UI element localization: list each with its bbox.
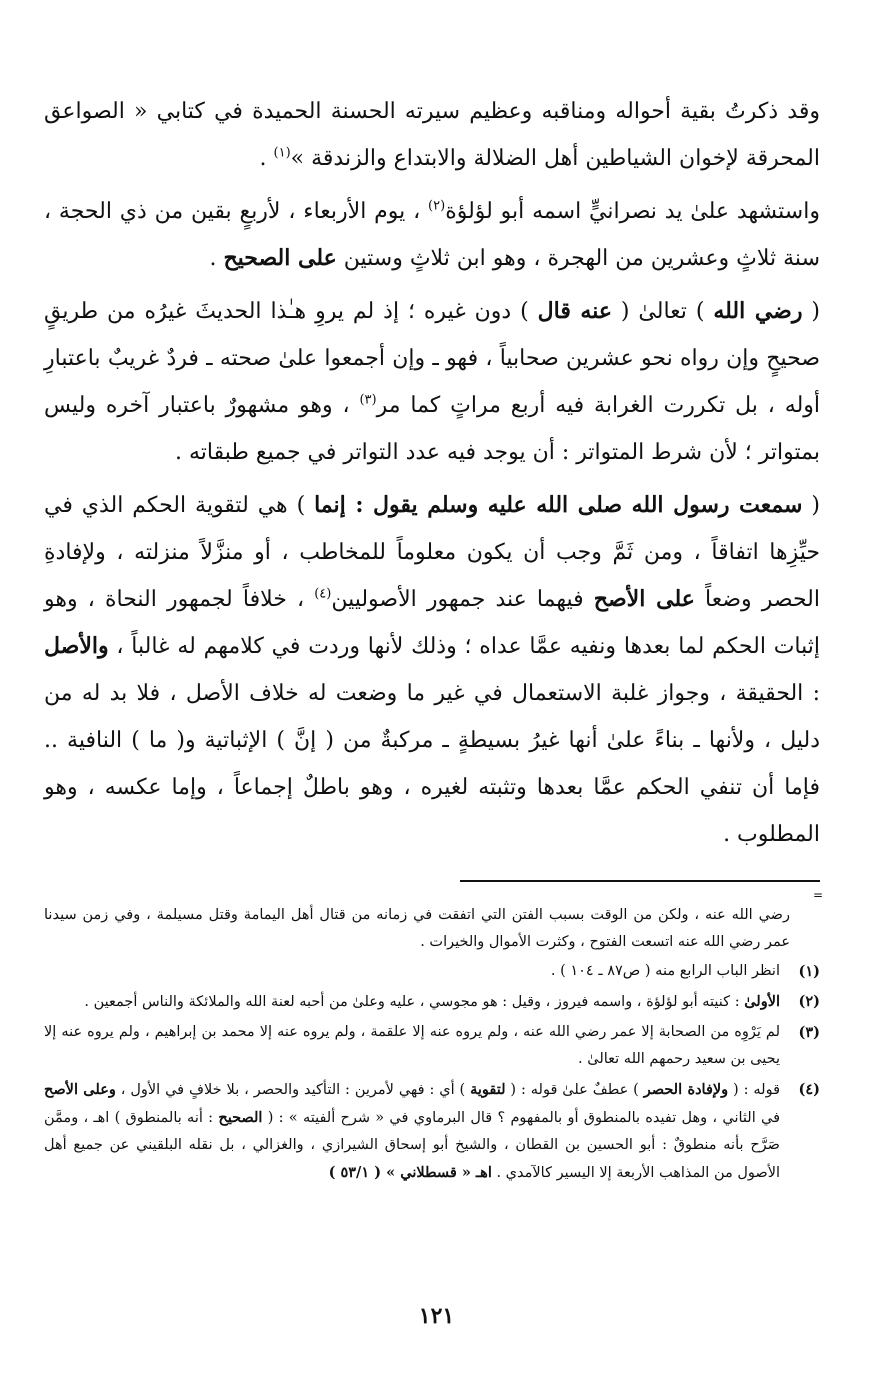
footnote-4-text-2: ) عطفٌ علىٰ قوله : ( — [505, 1082, 644, 1098]
paragraph-4-bold-1: سمعت رسول الله صلى الله عليه وسلم يقول : إنما — [314, 492, 803, 518]
footnote-4-text-1: قوله : ( — [728, 1082, 781, 1098]
footnote-2 — [44, 988, 820, 1016]
paragraph-4-text-a: ) هي لتقوية الحكم الذي في حيِّزِها اتفاقاً ، ومن ثَمَّ وجب أن يكون معلوماً للمخاطب ، أو منزَّلاً منزلته ، ولإفادةِ الحصر وضعاً — [44, 493, 820, 612]
footnote-1 — [44, 958, 820, 985]
footnote-2-number: (٢) — [798, 993, 820, 1010]
footnote-2-body — [44, 988, 780, 1016]
footnote-continuation-mark: = — [812, 888, 823, 902]
footnote-4-text-4: في الثاني ، وهل تفيده بالمنطوق أو بالمفهوم ؟ قال البرماوي في « شرح ألفيته » : ( — [262, 1110, 781, 1126]
paragraph-2-text-a: واستشهد علىٰ يد نصرانيٍّ اسمه أبو لؤلؤة — [445, 199, 820, 224]
footnotes — [44, 902, 820, 1190]
footnote-4-bold-4: الصحيح — [218, 1109, 263, 1126]
footnote-4-bold-1: ولإفادة الحصر — [643, 1081, 729, 1098]
page-number: ١٢١ — [418, 1303, 455, 1329]
paragraph-2-text-b: ، يوم الأربعاء ، لأربعٍ بقين من ذي الحجة ، سنة ثلاثٍ وعشرين من الهجرة ، وهو ابن ثلاثٍ وستين — [44, 199, 820, 271]
paragraph-4 — [44, 482, 820, 858]
footnote-ref-1[interactable]: (١) — [273, 145, 291, 161]
footnote-ref-2[interactable]: (٢) — [428, 198, 446, 214]
footnote-3-text: لم يَرْوِه من الصحابة إلا عمر رضي الله عنه ، ولم يروه عنه إلا علقمة ، ولم يروه عنه إلا محمد بن إبراهيم ، ولم يروه عنه إلا يحيى بن سعيد رحمهم الله تعالىٰ . — [44, 1024, 780, 1067]
footnote-divider — [460, 880, 820, 882]
footnote-4-text-6: ( ٥٣/١ ) — [328, 1164, 387, 1181]
paragraph-1-text: وقد ذكرتُ بقية أحواله ومناقبه وعظيم سيرته الحسنة الحميدة في كتابي « الصواعق المحرقة لإخوان الشياطين أهل الضلالة والابتداع والزندقة » — [44, 99, 820, 171]
paragraph-2 — [44, 188, 820, 282]
paragraph-3-open: ( — [802, 299, 820, 324]
main-text — [44, 88, 820, 864]
paragraph-4-text-d: : الحقيقة ، وجواز غلبة الاستعمال في غير ما وضعت له خلاف الأصل ، فلا بد له من دليل ، ولأنها ـ بناءً علىٰ أنها غيرُ بسيطةٍ ـ مركبةٌ من ( إنَّ ) الإثباتية و( ما ) النافية .. فإما أن تنفي الحكم عمَّا بعدها وتثبته لغيره ، وهو باطلٌ إجماعاً ، وإما عكسه ، وهو المطلوب . — [44, 681, 820, 847]
footnote-4 — [44, 1076, 820, 1187]
footnote-2-bold: الأولىٰ — [744, 993, 780, 1010]
footnote-ref-3[interactable]: (٣) — [359, 392, 377, 408]
footnote-1-number: (١) — [798, 963, 820, 980]
footnote-4-text-3: ) أي : فهي لأمرين : التأكيد والحصر ، بلا خلافٍ في الأول ، — [115, 1082, 471, 1098]
paragraph-4-bold-2: على الأصح — [593, 586, 695, 612]
footnote-4-bold-3: وعلى الأصح — [44, 1081, 116, 1098]
paragraph-3-text-b: ) دون غيره ؛ إذ لم يروِ هـٰذا الحديثَ غيرُه من طريقٍ صحيحٍ وإن رواه نحو عشرين صحابياً ، فهو ـ وإن أجمعوا علىٰ صحته ـ فردٌ غريبٌ باعتبارِ أوله ، بل تكررت الغرابة فيه أربع مراتٍ كما مر — [44, 299, 821, 418]
paragraph-2-bold: على الصحيح — [223, 245, 337, 271]
paragraph-4-bold-3: والأصل — [44, 633, 109, 659]
footnote-1-text: انظر الباب الرابع منه ( ص٨٧ ـ ١٠٤ ) . — [550, 963, 780, 979]
paragraph-4-text-c: ، خلافاً لجمهور النحاة ، وهو إثبات الحكم لما بعدها ونفيه عمَّا عداه ؛ وذلك لأنها وردت في كلامهم له غالباً ، — [44, 587, 820, 659]
footnote-3-number: (٣) — [798, 1024, 820, 1041]
footnote-4-text-5: : أنه بالمنطوق ) اهـ ، وممَّن صَرَّح بأنه منطوقٌ : أبو الحسين بن القطان ، والشيخ أبو إسحاق الشيرازي ، والغزالي ، بل نقله البلقيني عن جميع أهل الأصول من المذاهب الأربعة إلا اليسير كالآمدي . — [44, 1110, 780, 1181]
footnote-continued: رضي الله عنه ، ولكن من الوقت بسبب الفتن التي اتفقت في زمانه من قتال أهل اليمامة وقتل مسيلمة ، وفي زمن سيدنا عمر رضي الله عنه اتسعت الفتوح ، وكثرت الأموال والخيرات . — [44, 907, 790, 950]
paragraph-3-bold-2: عنه قال — [537, 298, 612, 324]
footnote-4-body — [44, 1076, 780, 1187]
footnote-4-bold-5: اهـ « قسطلاني » — [386, 1164, 492, 1181]
paragraph-3 — [44, 288, 820, 476]
paragraph-3-text-c: ، وهو مشهورٌ باعتبار آخره وليس بمتواتر ؛ لأن شرط المتواتر : أن يوجد فيه عدد التواتر في جميع طبقاته . — [44, 393, 820, 465]
paragraph-2-end: . — [209, 246, 224, 271]
paragraph-4-open: ( — [802, 493, 820, 518]
paragraph-3-bold-1: رضي الله — [713, 298, 803, 324]
footnote-3 — [44, 1019, 820, 1073]
paragraph-1 — [44, 88, 820, 182]
footnote-2-text: : كنيته أبو لؤلؤة ، واسمه فيروز ، وقيل : هو مجوسي ، عليه وعلىٰ من أحبه لعنة الله والملائكة والناس أجمعين . — [84, 994, 745, 1010]
footnote-ref-4[interactable]: (٤) — [314, 586, 332, 602]
paragraph-4-text-b: فيهما عند جمهور الأصوليين — [331, 587, 594, 612]
paragraph-1-end: . — [259, 146, 274, 171]
paragraph-3-text-a: ) تعالىٰ ( — [612, 299, 714, 324]
footnote-4-number: (٤) — [798, 1081, 820, 1098]
footnote-4-bold-2: لتقوية — [470, 1081, 506, 1098]
